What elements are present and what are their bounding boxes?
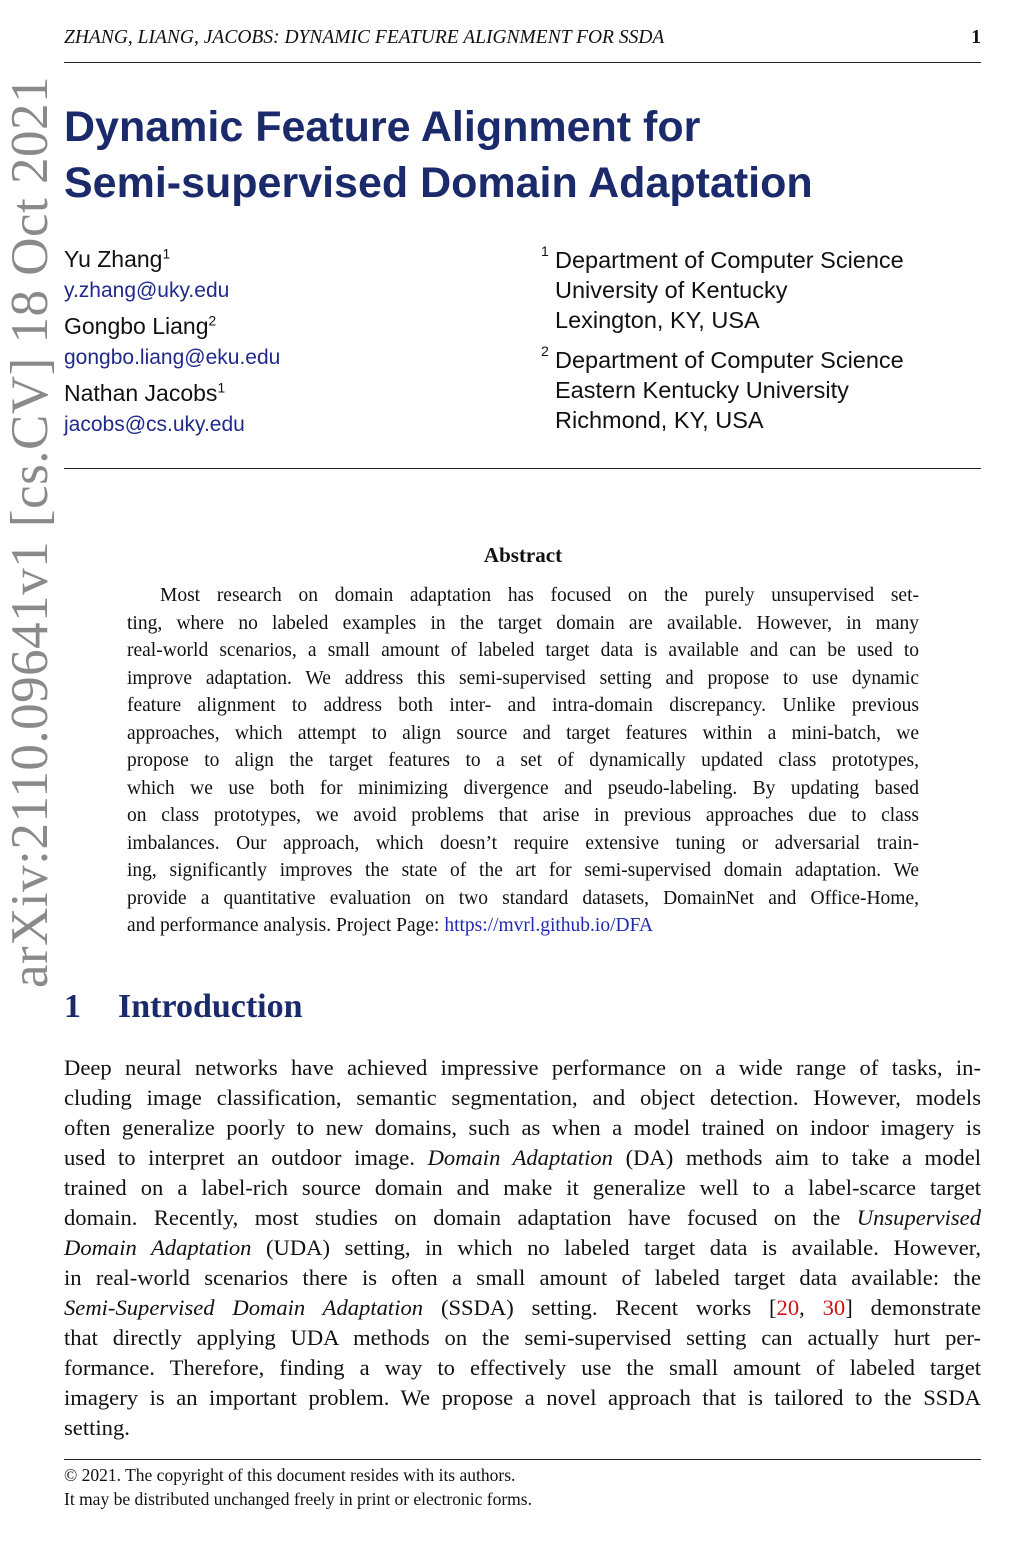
author-email[interactable]: gongbo.liang@eku.edu: [64, 346, 281, 369]
body-line: [64, 1115, 981, 1141]
affiliation-2: 2 Department of Computer Science Eastern Kentucky University Richmond, KY, USA: [541, 343, 904, 433]
abstract-line: Most research on domain adaptation has focused on the purely unsupervised set-: [160, 585, 919, 606]
body-text: that directly applying UDA methods on the semi-supervised setting can actually hurt per-: [64, 1325, 981, 1350]
author-name: [64, 380, 225, 407]
copyright-notice: © 2021. The copyright of this document resides with its authors.: [64, 1465, 516, 1485]
author-sup: 1: [162, 246, 171, 262]
abstract-line: which we use both for minimizing divergence and pseudo-labeling. By updating based: [127, 777, 919, 799]
affiliation-line: Richmond, KY, USA: [555, 407, 764, 433]
body-line: [64, 1175, 981, 1201]
body-text: setting.: [64, 1415, 130, 1440]
author-sup: 2: [208, 313, 217, 329]
abstract-line: on class prototypes, we avoid problems that arise in previous approaches due to class: [127, 805, 919, 826]
affiliation-line: Lexington, KY, USA: [555, 307, 760, 333]
emphasized-term: Unsupervised: [856, 1205, 981, 1230]
author-sup: 1: [217, 380, 226, 396]
emphasized-term: Semi-Supervised Domain Adaptation: [64, 1295, 424, 1320]
author-name: [64, 313, 216, 340]
body-text: Deep neural networks have achieved impressive performance on a wide range of tasks, in-: [64, 1055, 981, 1080]
emphasized-term: Domain Adaptation: [427, 1145, 613, 1170]
body-text: (DA) methods aim to take a model: [612, 1145, 981, 1170]
body-line: [64, 1325, 981, 1351]
body-text: (UDA) setting, in which no labeled target data is available. However,: [251, 1235, 981, 1260]
abstract-line: improve adaptation. We address this semi-supervised setting and propose to use dynamic: [127, 667, 919, 689]
abstract-line: ting, where no labeled examples in the target domain are available. However, in many: [127, 612, 919, 634]
abstract-line: provide a quantitative evaluation on two standard datasets, DomainNet and Office-Home,: [127, 887, 919, 909]
section-title: Introduction: [118, 988, 303, 1025]
page-number: 1: [971, 27, 981, 48]
arxiv-stamp: arXiv:2110.09641v1 [cs.CV] 18 Oct 2021: [1, 75, 59, 989]
author-name-text: Yu Zhang: [64, 246, 163, 272]
body-line: [64, 1355, 981, 1381]
body-line: [64, 1055, 981, 1081]
running-title: ZHANG, LIANG, JACOBS: DYNAMIC FEATURE ALIGNMENT FOR SSDA: [64, 27, 665, 48]
body-line: [64, 1385, 981, 1411]
body-line: [64, 1085, 981, 1111]
abstract-line: [127, 915, 919, 937]
author-name-text: Nathan Jacobs: [64, 380, 218, 406]
body-line: [64, 1145, 981, 1171]
abstract-line: propose to align the target features to a set of dynamically updated class prototypes,: [127, 750, 919, 771]
header-rule: [64, 62, 981, 63]
affiliation-line: Department of Computer Science: [555, 247, 904, 273]
author-email[interactable]: jacobs@cs.uky.edu: [64, 413, 245, 436]
body-text: used to interpret an outdoor image.: [64, 1145, 428, 1170]
body-line: [64, 1235, 981, 1261]
project-page-link[interactable]: https://mvrl.github.io/DFA: [444, 915, 654, 936]
abstract-line: feature alignment to address both inter- and intra-domain discrepancy. Unlike previous: [127, 695, 919, 716]
affiliation-1: 1 Department of Computer Science University of Kentucky Lexington, KY, USA: [541, 243, 904, 333]
citation-link[interactable]: 20: [776, 1295, 800, 1320]
body-text: trained on a label-rich source domain and make it generalize well to a label-scarce target: [64, 1175, 981, 1200]
body-text: cluding image classification, semantic segmentation, and object detection. However, models: [64, 1085, 981, 1110]
paper-title-line-1: Dynamic Feature Alignment for: [64, 103, 701, 151]
running-header: [64, 27, 981, 49]
emphasized-term: Domain Adaptation: [64, 1235, 252, 1260]
abstract-line: real-world scenarios, a small amount of labeled target data is available and can be used to: [127, 640, 919, 661]
body-text: formance. Therefore, finding a way to effectively use the small amount of labeled target: [64, 1355, 981, 1380]
affiliation-line: Eastern Kentucky University: [555, 377, 849, 403]
body-line: [64, 1415, 981, 1441]
body-line: [64, 1205, 981, 1231]
footnote-rule: [64, 1459, 981, 1460]
author-email[interactable]: y.zhang@uky.edu: [64, 279, 230, 302]
body-text: domain. Recently, most studies on domain adaptation have focused on the: [64, 1205, 857, 1230]
body-text: ,: [799, 1295, 823, 1320]
body-text: (SSDA) setting. Recent works [: [423, 1295, 777, 1320]
title-block-rule: [64, 468, 981, 469]
abstract-line: ing, significantly improves the state of the art for semi-supervised domain adaptation. We: [127, 860, 919, 881]
affiliation-line: University of Kentucky: [555, 277, 788, 303]
citation-link[interactable]: 30: [822, 1295, 846, 1320]
body-text: imagery is an important problem. We propose a novel approach that is tailored to the SSDA: [64, 1385, 981, 1410]
affiliation-line: Department of Computer Science: [555, 347, 904, 373]
abstract-heading: Abstract: [483, 543, 563, 567]
body-text: often generalize poorly to new domains, such as when a model trained on indoor imagery is: [64, 1115, 981, 1140]
abstract-text: and performance analysis. Project Page:: [127, 915, 445, 936]
body-text: ] demonstrate: [845, 1295, 982, 1320]
distribution-notice: It may be distributed unchanged freely in print or electronic forms.: [64, 1489, 532, 1509]
paper-title-line-2: Semi-supervised Domain Adaptation: [64, 159, 813, 207]
abstract-line: approaches, which attempt to align source and target features within a mini-batch, we: [127, 722, 919, 744]
body-line: [64, 1265, 981, 1291]
author-name-text: Gongbo Liang: [64, 313, 209, 339]
body-line: [64, 1295, 981, 1321]
author-name: [64, 246, 170, 273]
section-number: 1: [64, 988, 81, 1025]
section-heading-introduction: [64, 988, 303, 1026]
body-text: in real-world scenarios there is often a small amount of labeled target data available: the: [64, 1265, 981, 1290]
abstract-line: imbalances. Our approach, which doesn’t require extensive tuning or adversarial train-: [127, 832, 919, 854]
